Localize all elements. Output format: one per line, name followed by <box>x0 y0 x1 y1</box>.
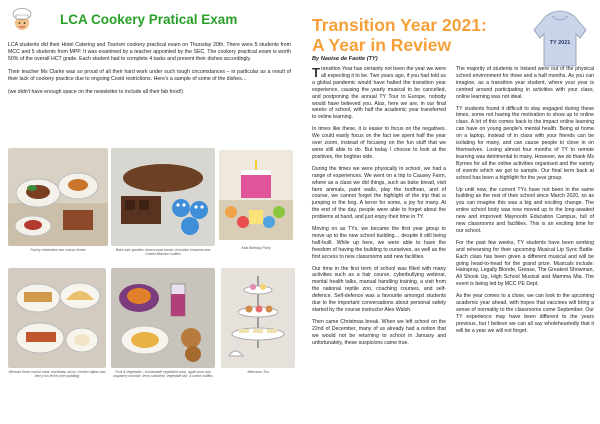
photo-caption: Family celebration two course dinner <box>30 248 86 252</box>
right-title-line: A Year in Review <box>312 35 452 55</box>
article-paragraph: The majority of students in Ireland were out of the physical school environment for three and a half months. As you can imagine, as a transition year student, where your year is centred around participating in activities with your class, online learning was not ideal. <box>456 66 594 100</box>
photo-caption: Bake sale goodies: brown soda bread, chocolate brownies and Cookie Monster muffins <box>115 248 211 256</box>
left-paragraph: (we didn't have enough space on the newsletter to include all their fab food!) <box>8 88 183 95</box>
chef-hat-icon <box>9 8 35 32</box>
article-paragraph-text: ransition Year has certainly not been the year we were all expecting it to be. Two years ago, if you had told us a global pandemic would have halted the transition year experience, causing the yearly musical to be cancelled, and postponing the annual TY Tour to Europe, nobody would have believed you. Alas, here we are, in our final weeks of school, with half the academic year transferred to online learning. <box>312 66 446 121</box>
left-paragraph: LCA students did their Hotel Catering and Tourism cookery practical exam on Thursday 20th. There were 5 students from MCC and 5 students from MPP. It was examined by a teacher appointed by the SEC. The cookery practical exam is worth 50% of the overall HCT grade. Each student had to complete 4 tasks and present their dishes accordingly. <box>8 42 291 62</box>
left-article-body <box>8 42 291 101</box>
food-photo-dinner <box>8 148 108 246</box>
left-paragraph: Their teacher Ms Clarke was so proud of all their hard work under such tough circumstances – in particular as a result of their lack of cookery practice due to ongoing Covid restrictions. Here's a sample of some of the dishes… <box>8 68 291 82</box>
hoodie-icon <box>530 6 590 68</box>
photo-caption: Fruit & Vegetable – homemade vegetable soup, apple pear and raspberry crumble, berry smoothie, vegetable tart, & carrot muffins <box>113 370 213 378</box>
food-photo-afternoon-tea <box>221 268 295 368</box>
article-column-1 <box>312 66 446 352</box>
article-paragraph: In times like these, it is easier to focus on the negatives. We could easily focus on the fact we spent half the year over zoom, instead of focusing on the fun stuff that we were still able to do. But today I choose to look at the positives, the brighter side. <box>312 126 446 160</box>
food-photo-birthday-party <box>219 150 293 240</box>
article-paragraph: During the times we were physically in school, we had a range of experiences. We went on a trip to Causey Farm, where as a class we did things, such as bake bread, visit farm animals, paint walls, play the bodhran, and of course, we cannot forget the highlight of the trip that is jumping in the bog. A terror for some, a joy for many. At the end of the day, people were able to forget about the problems at hand, and just enjoy their time in TY. <box>312 165 446 221</box>
article-byline: By Naoise de Faoite (TY) <box>312 56 378 62</box>
photo-caption: Mexican three course meal: enchilada, tacos, chicken fajitas and berry con leche (rice pudding) <box>8 370 106 378</box>
hoodie-label: TY 2021 <box>549 40 571 46</box>
article-paragraph: For the past few weeks, TY students have been working and rehearsing for their upcoming Musical Lip Sync Battle. Each class has been given a different musical and will be going head-to-head for the grand prize. Musicals include: Hairspray, Legally Blonde, Grease, The Greatest Showman, All Shook Up, High School Musical and Mamma Mia. The event is being led by MCC PE Dept. <box>456 239 594 288</box>
article-paragraph: As the year comes to a close, we can look to the upcoming academic year ahead, with hopes that vaccines will bring a sense of normality to the classrooms come September. Our TY experience may have been different to the years previous, but I believe we can all say wholeheartedly that it will be a year we will not forget. <box>456 293 594 334</box>
right-article-title <box>312 15 487 55</box>
photo-caption: Afternoon Tea <box>247 370 269 374</box>
article-paragraph <box>312 66 446 121</box>
article-paragraph: Moving on as TYs, we became the first year group to move up to the new school building… despite it still being half-built. While up here, we were able to have the freedom of having the building to ourselves, as well as the first access to new classrooms and new facilities. <box>312 226 446 260</box>
food-photo-bake-sale <box>111 148 215 246</box>
article-paragraph: Up until now, the current TYs have not been in the same building as the rest of their school since March 2020, so as you can imagine this was a big and exciting change. The entire school body was now moved up to the long-awaited new and improved Maynooth Education Campus, full of new classrooms and facilities. This is an exciting time for our school. <box>456 186 594 234</box>
article-paragraph: Our time in the first term of school was filled with many activities such as a hair course, cyberbullying webinar, mental health talks, manual handling training, a visit from the national reptile zoo, coaching courses, and self-defence. Self-defence was a favourite amongst students due to the important conversations about personal safety started by the course instructor Alex Walsh. <box>312 265 446 313</box>
food-photo-mexican <box>8 268 106 368</box>
left-article-title: LCA Cookery Pratical Exam <box>60 12 238 27</box>
drop-cap: T <box>312 65 320 80</box>
article-column-2 <box>456 66 594 340</box>
food-photo-fruit-veg <box>111 268 215 368</box>
article-paragraph: TY students found it difficult to stay engaged during these times, some not having the motivation to show up to online class. A lot of this comes back to the impact online learning can have on young people's mental health. Being at home on a laptop, instead of in class with your friends can be isolating for many, and can cause people to close in on themselves. Losing almost four months of TY to remote learning was detrimental to many. However, we do thank Ms Byrnes for all the online activities organised and the variety of events which we got to sample. Our final term back at school has been a highlight for the year group. <box>456 105 595 181</box>
photo-caption: Kids Birthday Party <box>241 246 271 250</box>
right-title-line: Transition Year 2021: <box>312 15 487 35</box>
article-paragraph: Then came Christmas break. When we left school on the 22nd of December, many of us already had a notion that we would not be returning to school in January and unfortunately, these suspicions came true. <box>312 318 446 346</box>
